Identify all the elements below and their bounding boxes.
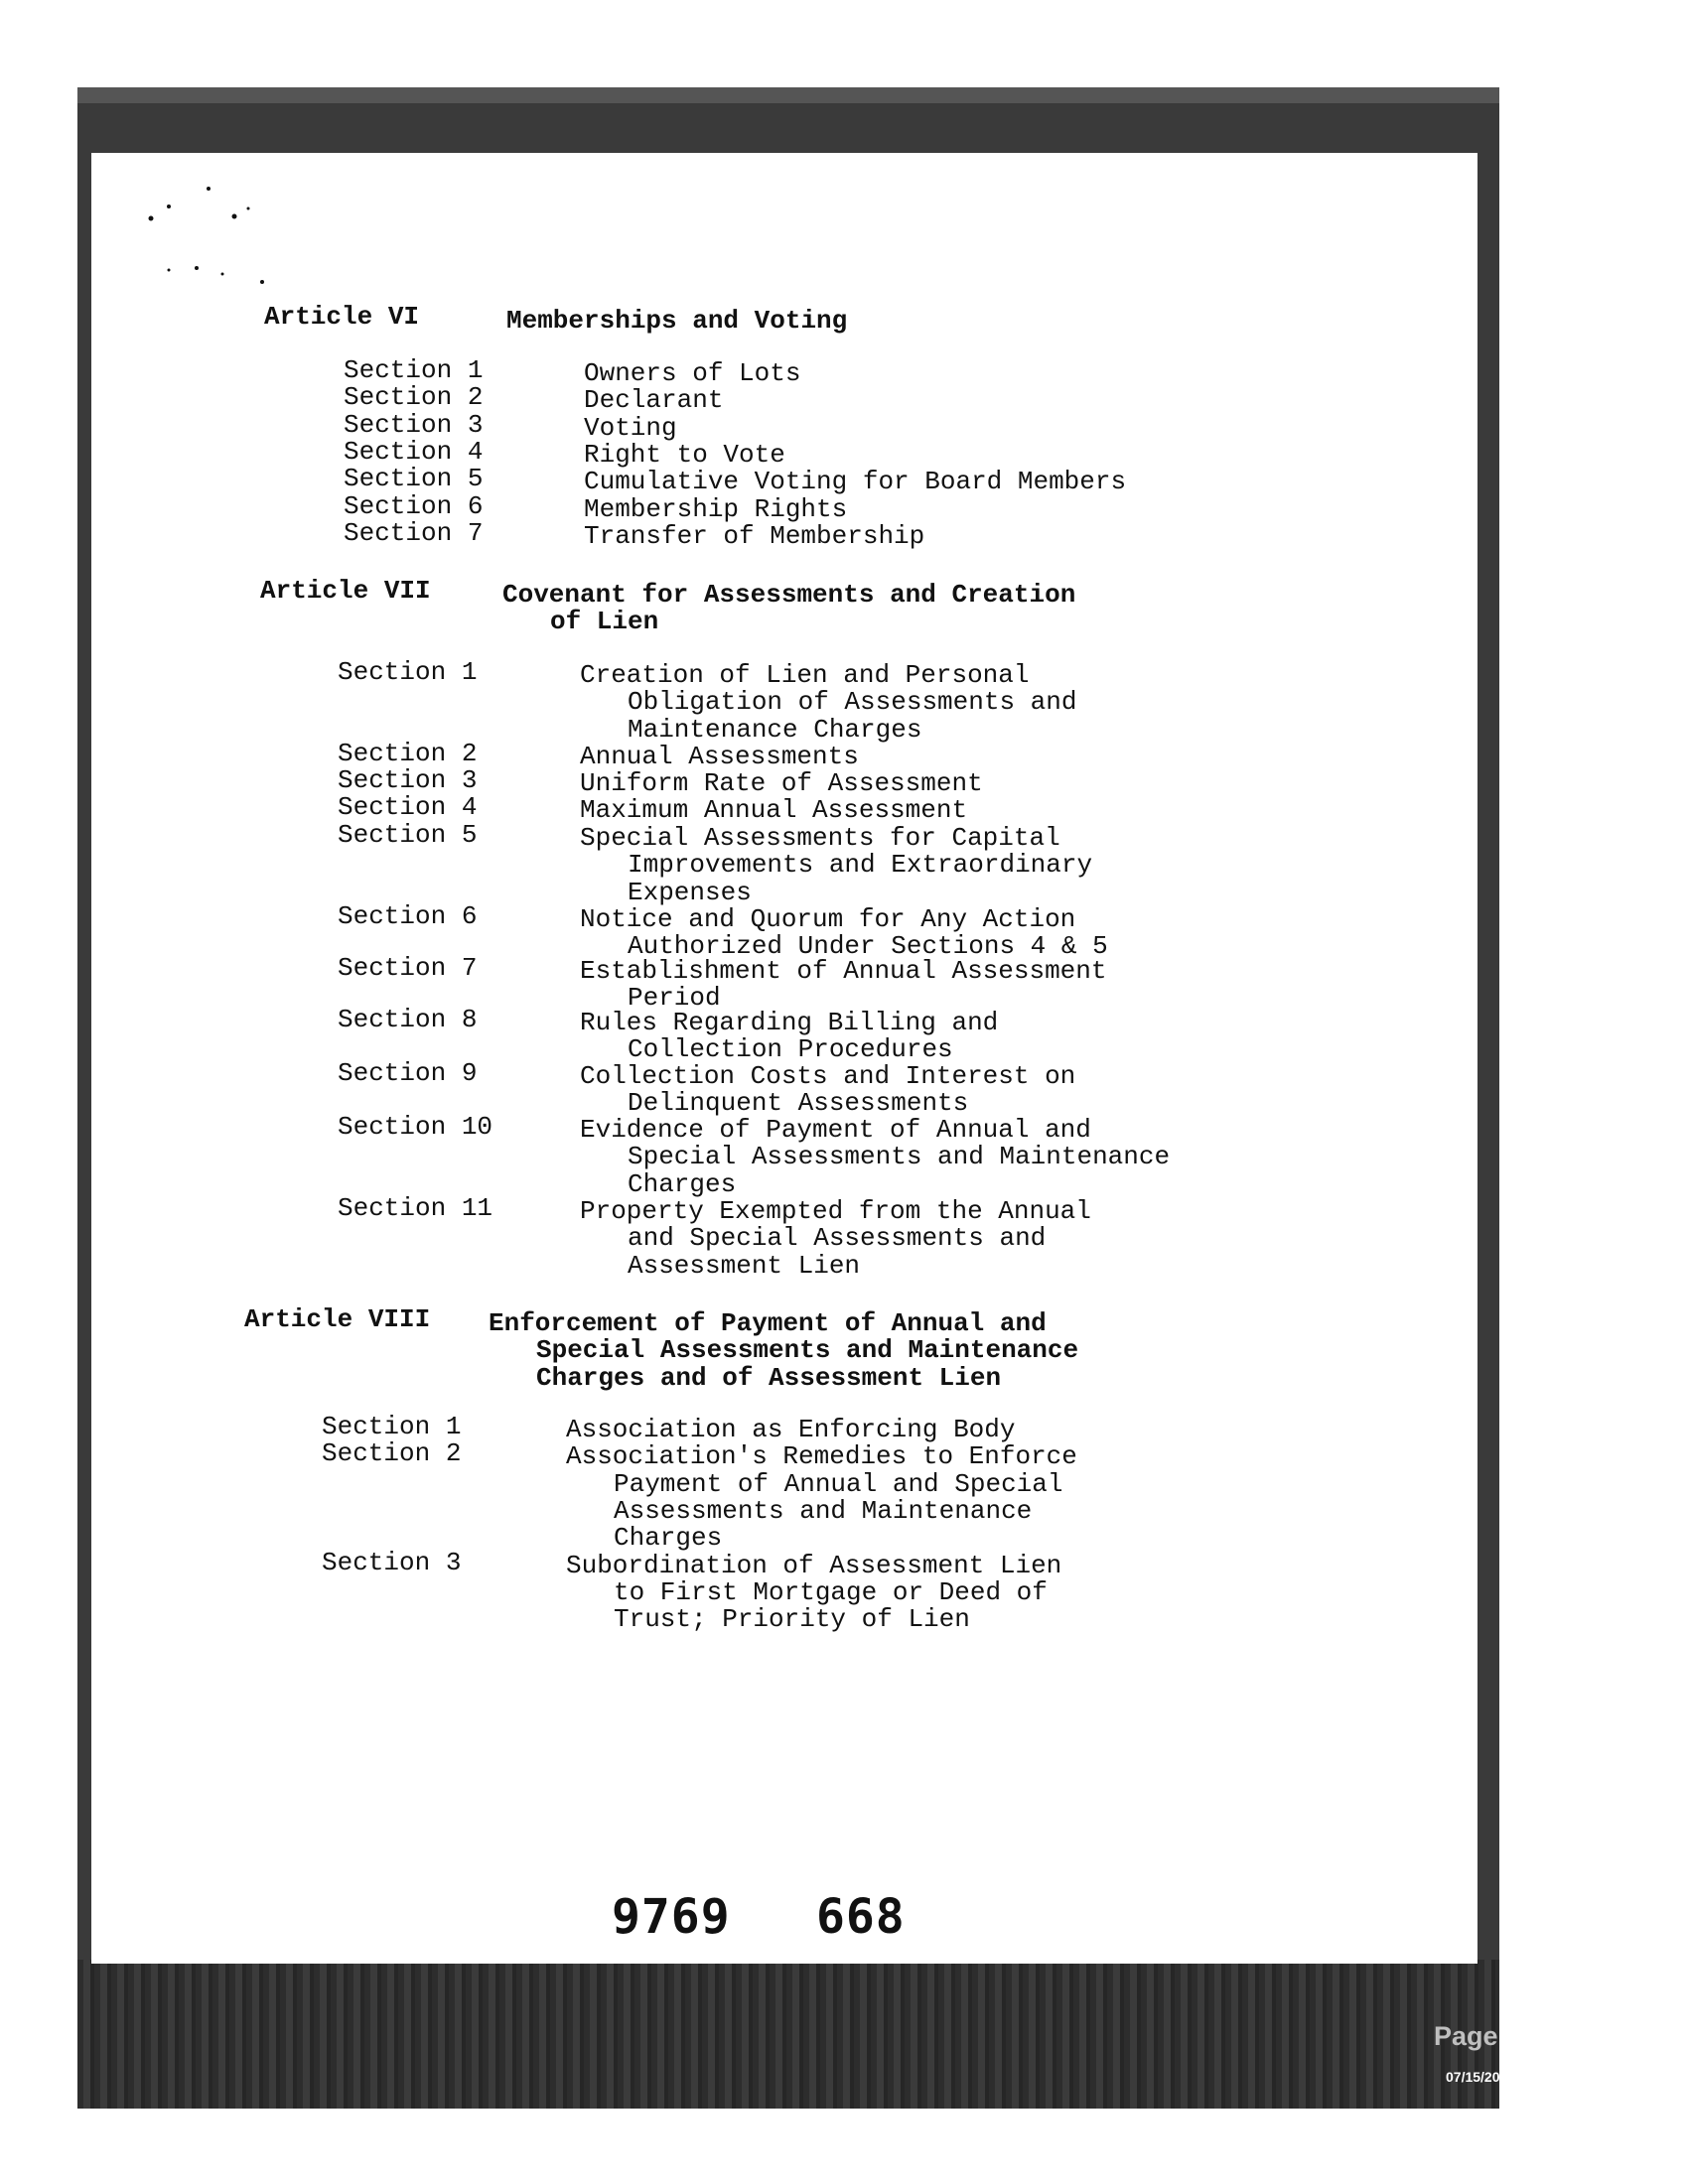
section-title-line: Cumulative Voting for Board Members bbox=[584, 467, 1127, 497]
section-label: Section 3 bbox=[322, 1547, 462, 1577]
scan-frame-top-edge bbox=[77, 87, 1499, 103]
section-title-line: Voting bbox=[584, 412, 677, 443]
section-label: Section 11 bbox=[338, 1193, 493, 1223]
section-title-line: Special Assessments and Maintenance bbox=[628, 1142, 1171, 1172]
section-title-line: Evidence of Payment of Annual and bbox=[580, 1115, 1091, 1145]
section-label: Section 2 bbox=[344, 382, 484, 413]
article-title-line: Memberships and Voting bbox=[506, 306, 848, 336]
section-title-line: Improvements and Extraordinary bbox=[628, 850, 1093, 881]
section-title-line: Creation of Lien and Personal bbox=[580, 660, 1030, 690]
section-label: Section 5 bbox=[344, 464, 484, 494]
section-title-line: Trust; Priority of Lien bbox=[614, 1604, 970, 1635]
article-title-line: Charges and of Assessment Lien bbox=[536, 1362, 1002, 1393]
section-title-line: Association as Enforcing Body bbox=[566, 1415, 1016, 1444]
section-label: Section 7 bbox=[344, 517, 484, 548]
section-label: Section 8 bbox=[338, 1005, 478, 1034]
section-title-line: Owners of Lots bbox=[584, 358, 801, 388]
article-title-line: Covenant for Assessments and Creation bbox=[502, 580, 1076, 610]
article-number: Article VIII bbox=[244, 1304, 431, 1334]
section-title-line: Expenses bbox=[628, 877, 752, 907]
section-title-line: Collection Costs and Interest on bbox=[580, 1061, 1076, 1091]
section-title-line: Annual Assessments bbox=[580, 742, 859, 771]
section-title-line: Subordination of Assessment Lien bbox=[566, 1550, 1062, 1580]
section-label: Section 10 bbox=[338, 1112, 493, 1142]
article-title-line: of Lien bbox=[550, 607, 659, 637]
section-title-line: Rules Regarding Billing and bbox=[580, 1008, 999, 1037]
section-title-line: Assessments and Maintenance bbox=[614, 1495, 1033, 1526]
section-title-line: Uniform Rate of Assessment bbox=[580, 768, 983, 798]
section-label: Section 7 bbox=[338, 953, 478, 983]
section-title-line: Assessment Lien bbox=[628, 1250, 861, 1281]
section-title-line: Special Assessments for Capital bbox=[580, 823, 1060, 853]
section-title-line: Association's Remedies to Enforce bbox=[566, 1441, 1077, 1472]
section-label: Section 5 bbox=[338, 820, 478, 850]
section-title-line: Period bbox=[628, 983, 721, 1014]
scan-frame-bottom-edge bbox=[77, 1960, 1499, 2109]
article-number: Article VII bbox=[260, 576, 431, 606]
section-title-line: Charges bbox=[614, 1523, 723, 1554]
section-title-line: Maximum Annual Assessment bbox=[580, 795, 968, 825]
section-title-line: Transfer of Membership bbox=[584, 520, 925, 551]
section-title-line: Delinquent Assessments bbox=[628, 1088, 969, 1119]
section-title-line: Membership Rights bbox=[584, 493, 848, 524]
section-label: Section 4 bbox=[344, 436, 484, 467]
page-count: 2 of 37 bbox=[1505, 2021, 1591, 2051]
article-title-line: Enforcement of Payment of Annual and bbox=[489, 1308, 1047, 1338]
section-title-line: Establishment of Annual Assessment bbox=[580, 956, 1107, 986]
page-word: Page bbox=[1434, 2021, 1498, 2051]
section-title-line: Obligation of Assessments and bbox=[628, 687, 1077, 718]
viewer-page-counter bbox=[1434, 2021, 1672, 2052]
section-label: Section 3 bbox=[338, 765, 478, 795]
section-label: Section 9 bbox=[338, 1058, 478, 1088]
section-title-line: Property Exempted from the Annual bbox=[580, 1196, 1091, 1226]
section-label: Section 4 bbox=[338, 792, 478, 822]
recording-page-number: 668 bbox=[816, 1889, 906, 1945]
section-title-line: and Special Assessments and bbox=[628, 1223, 1047, 1254]
section-title-line: Payment of Annual and Special bbox=[614, 1468, 1063, 1499]
section-title-line: to First Mortgage or Deed of bbox=[614, 1576, 1048, 1607]
section-label: Section 1 bbox=[344, 355, 484, 385]
section-label: Section 1 bbox=[338, 657, 478, 687]
section-title-line: Declarant bbox=[584, 385, 724, 416]
section-title-line: Charges bbox=[628, 1168, 737, 1199]
section-label: Section 3 bbox=[344, 409, 484, 440]
section-title-line: Collection Procedures bbox=[628, 1034, 953, 1065]
section-title-line: Authorized Under Sections 4 & 5 bbox=[628, 931, 1108, 962]
section-label: Section 2 bbox=[338, 739, 478, 768]
viewer-timestamp: 07/15/2011 10:51 AM bbox=[1446, 2069, 1580, 2085]
scan-speck-marks bbox=[139, 179, 288, 318]
article-number: Article VI bbox=[264, 302, 420, 332]
section-title-line: Right to Vote bbox=[584, 439, 785, 470]
article-title-line: Special Assessments and Maintenance bbox=[536, 1335, 1079, 1366]
recording-book-number: 9769 bbox=[612, 1889, 731, 1945]
section-label: Section 6 bbox=[338, 901, 478, 931]
section-label: Section 6 bbox=[344, 490, 484, 521]
section-label: Section 2 bbox=[322, 1438, 462, 1469]
section-title-line: Maintenance Charges bbox=[628, 714, 922, 745]
section-title-line: Notice and Quorum for Any Action bbox=[580, 904, 1076, 934]
section-label: Section 1 bbox=[322, 1412, 462, 1441]
